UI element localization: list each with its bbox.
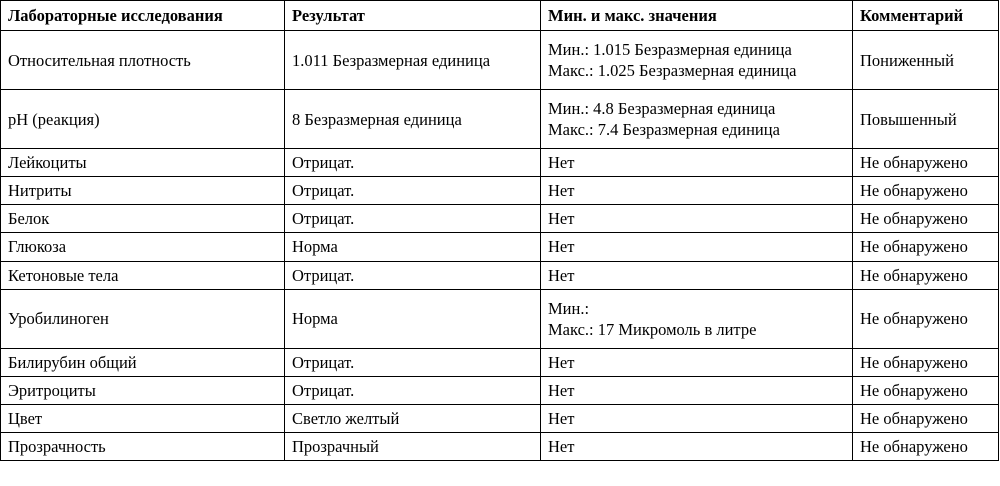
table-row xyxy=(1,233,999,261)
range-min: Мин.: xyxy=(548,298,590,318)
table-row xyxy=(1,432,999,460)
column-header-result: Результат xyxy=(285,1,541,31)
cell-range: Нет xyxy=(541,205,853,233)
cell-comment: Не обнаружено xyxy=(853,348,999,376)
cell-comment: Не обнаружено xyxy=(853,149,999,177)
cell-range xyxy=(541,31,853,90)
cell-comment: Не обнаружено xyxy=(853,432,999,460)
cell-range: Нет xyxy=(541,376,853,404)
cell-investigation: Белок xyxy=(1,205,285,233)
cell-range: Нет xyxy=(541,149,853,177)
column-header-investigation: Лабораторные исследования xyxy=(1,1,285,31)
cell-comment: Повышенный xyxy=(853,90,999,149)
table-row xyxy=(1,404,999,432)
column-header-comment: Комментарий xyxy=(853,1,999,31)
range-max: Макс.: 17 Микромоль в литре xyxy=(548,319,757,339)
table-row xyxy=(1,205,999,233)
cell-comment: Не обнаружено xyxy=(853,376,999,404)
cell-comment: Не обнаружено xyxy=(853,404,999,432)
table-row xyxy=(1,177,999,205)
cell-result: Отрицат. xyxy=(285,177,541,205)
cell-comment: Не обнаружено xyxy=(853,261,999,289)
range-max: Макс.: 1.025 Безразмерная единица xyxy=(548,61,797,81)
cell-result: Отрицат. xyxy=(285,149,541,177)
cell-range: Нет xyxy=(541,432,853,460)
cell-investigation: Билирубин общий xyxy=(1,348,285,376)
table-row xyxy=(1,149,999,177)
cell-result: 8 Безразмерная единица xyxy=(285,90,541,149)
cell-comment: Не обнаружено xyxy=(853,289,999,348)
cell-range xyxy=(541,289,853,348)
cell-investigation: Цвет xyxy=(1,404,285,432)
cell-comment: Пониженный xyxy=(853,31,999,90)
table-row xyxy=(1,348,999,376)
cell-investigation: pH (реакция) xyxy=(1,90,285,149)
cell-range xyxy=(541,90,853,149)
cell-result: Отрицат. xyxy=(285,205,541,233)
column-header-range: Мин. и макс. значения xyxy=(541,1,853,31)
cell-range: Нет xyxy=(541,233,853,261)
cell-investigation: Кетоновые тела xyxy=(1,261,285,289)
cell-result: Норма xyxy=(285,289,541,348)
table-row xyxy=(1,261,999,289)
cell-range: Нет xyxy=(541,404,853,432)
table-body xyxy=(1,31,999,461)
cell-result: Прозрачный xyxy=(285,432,541,460)
range-min: Мин.: 1.015 Безразмерная единица xyxy=(548,40,792,59)
cell-comment: Не обнаружено xyxy=(853,205,999,233)
cell-range: Нет xyxy=(541,348,853,376)
cell-result: Отрицат. xyxy=(285,376,541,404)
table-row xyxy=(1,376,999,404)
table-row xyxy=(1,90,999,149)
cell-range: Нет xyxy=(541,177,853,205)
cell-investigation: Относительная плотность xyxy=(1,31,285,90)
cell-investigation: Эритроциты xyxy=(1,376,285,404)
table-row xyxy=(1,31,999,90)
range-max: Макс.: 7.4 Безразмерная единица xyxy=(548,120,780,140)
cell-investigation: Прозрачность xyxy=(1,432,285,460)
cell-investigation: Лейкоциты xyxy=(1,149,285,177)
table-header-row xyxy=(1,1,999,31)
cell-investigation: Уробилиноген xyxy=(1,289,285,348)
cell-investigation: Глюкоза xyxy=(1,233,285,261)
cell-result: Светло желтый xyxy=(285,404,541,432)
cell-result: Отрицат. xyxy=(285,348,541,376)
cell-comment: Не обнаружено xyxy=(853,177,999,205)
cell-range: Нет xyxy=(541,261,853,289)
cell-investigation: Нитриты xyxy=(1,177,285,205)
cell-result: Норма xyxy=(285,233,541,261)
range-min: Мин.: 4.8 Безразмерная единица xyxy=(548,99,776,118)
table-row xyxy=(1,289,999,348)
cell-comment: Не обнаружено xyxy=(853,233,999,261)
cell-result: Отрицат. xyxy=(285,261,541,289)
cell-result: 1.011 Безразмерная единица xyxy=(285,31,541,90)
